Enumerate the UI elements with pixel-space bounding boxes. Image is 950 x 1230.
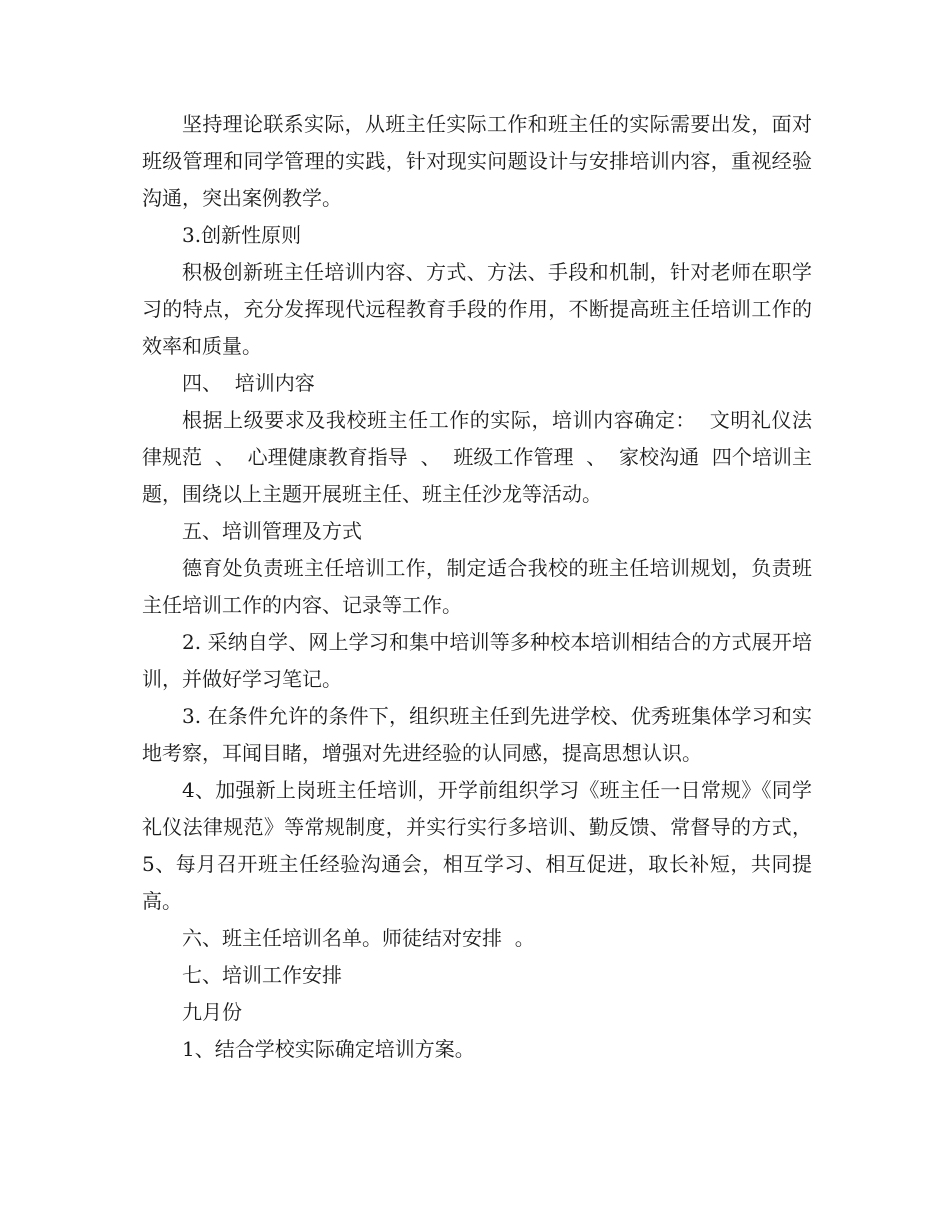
heading-training-list: 六、班主任培训名单。师徒结对安排 。: [182, 926, 535, 950]
paragraph-management-1: 德育处负责班主任培训工作，制定适合我校的班主任培训规划，负责班主任培训工作的内容、记录等工作。: [142, 556, 812, 617]
heading-innovation-principle: 3.创新性原则: [182, 223, 302, 247]
document-body: [142, 106, 825, 1068]
schedule-item-1: 1、结合学校实际确定培训方案。: [182, 1037, 475, 1061]
paragraph-innovation: 积极创新班主任培训内容、方式、方法、手段和机制，针对老师在职学习的特点，充分发挥现代远程教育手段的作用，不断提高班主任培训工作的效率和质量。: [142, 260, 812, 358]
heading-training-management: 五、培训管理及方式: [182, 519, 362, 543]
heading-training-content: 四、 培训内容: [182, 371, 315, 395]
paragraph-management-3: 3. 在条件允许的条件下，组织班主任到先进学校、优秀班集体学习和实地考察，耳闻目睹，增强对先进经验的认同感，提高思想认识。: [142, 704, 812, 765]
paragraph-practice-principle: 坚持理论联系实际，从班主任实际工作和班主任的实际需要出发，面对班级管理和同学管理的实践，针对现实问题设计与安排培训内容，重视经验沟通，突出案例教学。: [142, 112, 812, 210]
paragraph-management-2: 2. 采纳自学、网上学习和集中培训等多种校本培训相结合的方式展开培训，并做好学习笔记。: [142, 630, 812, 691]
month-september: 九月份: [182, 1000, 242, 1024]
heading-work-schedule: 七、培训工作安排: [182, 963, 342, 987]
paragraph-management-4: 4、加强新上岗班主任培训，开学前组织学习《班主任一日常规》《同学礼仪法律规范》等常规制度，并实行实行多培训、勤反馈、常督导的方式， 5、每月召开班主任经验沟通会，相互学习、相互促进，取长补短，共同提高。: [142, 778, 825, 913]
paragraph-training-content: 根据上级要求及我校班主任工作的实际，培训内容确定： 文明礼仪法律规范 、 心理健康教育指导 、 班级工作管理 、 家校沟通 四个培训主题，围绕以上主题开展班主任、班主任沙龙等活动。: [142, 408, 812, 506]
